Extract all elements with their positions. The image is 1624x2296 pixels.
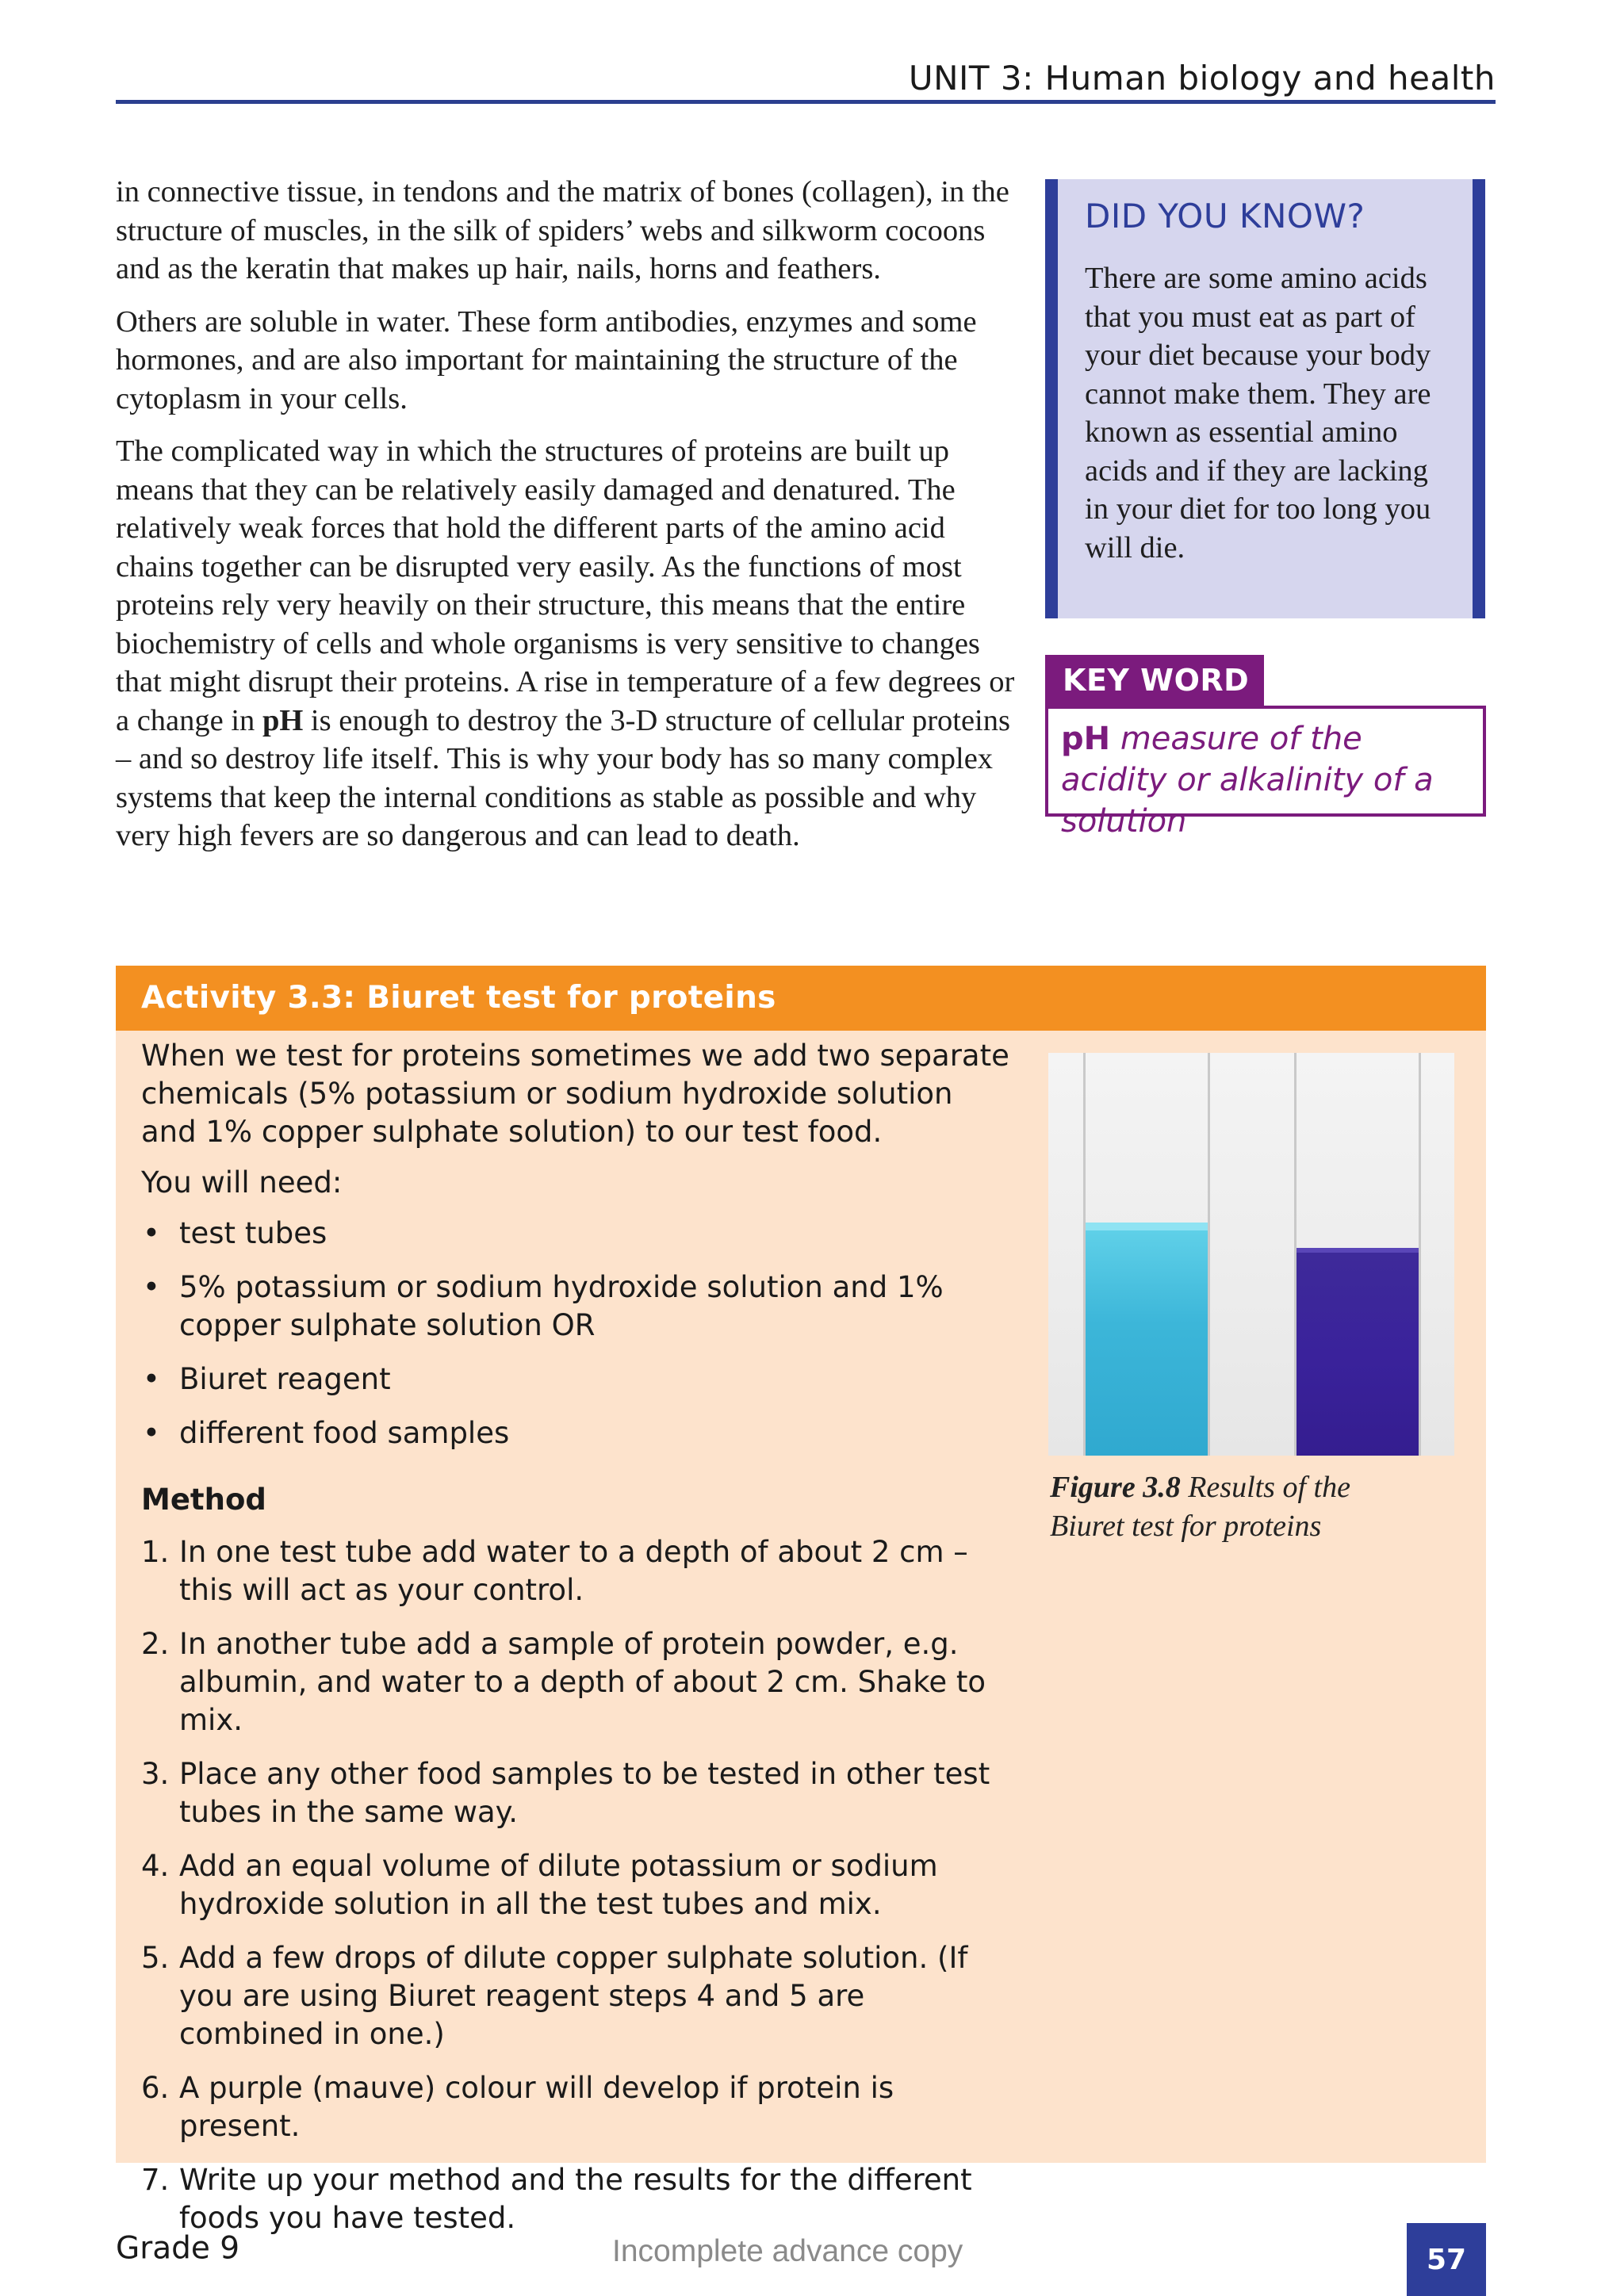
- did-you-know-text: There are some amino acids that you must eat as part of your diet because your body cannot make them. They are known as essential amino acids and if they are lacking in your diet for too long you will die.: [1085, 262, 1431, 564]
- body-paragraph-3: [116, 432, 1020, 855]
- bullet-icon: •: [143, 1216, 160, 1250]
- key-word-label: KEY WORD: [1045, 655, 1264, 707]
- method-step: [141, 2069, 1013, 2145]
- body-paragraph-3-part-2: is enough to destroy the 3-D structure of cellular proteins – and so destroy life itself. This is why your body has so many complex systems that keep the internal conditions as stable as possible and why very high fevers are so dangerous and can lead to death.: [116, 703, 1010, 852]
- body-paragraph-2: Others are soluble in water. These form antibodies, enzymes and some hormones, and are also important for maintaining the structure of the cytoplasm in your cells.: [116, 304, 977, 415]
- method-step: [141, 1847, 1013, 1923]
- did-you-know-title: DID YOU KNOW?: [1085, 197, 1365, 235]
- test-tube-left: [1083, 1053, 1210, 1456]
- figure-label: Figure 3.8: [1050, 1471, 1181, 1504]
- test-tube-right: [1294, 1053, 1421, 1456]
- did-you-know-box: [1045, 179, 1485, 618]
- step-number: 2.: [141, 1627, 170, 1661]
- method-step: [141, 1533, 1013, 1609]
- list-item-text: different food samples: [179, 1416, 510, 1450]
- list-item: [141, 1215, 1013, 1253]
- step-number: 7.: [141, 2163, 170, 2197]
- method-step: [141, 1625, 1013, 1739]
- step-number: 4.: [141, 1849, 170, 1883]
- list-item-text: 5% potassium or sodium hydroxide solution and 1% copper sulphate solution OR: [179, 1270, 944, 1342]
- bullet-icon: •: [143, 1416, 160, 1450]
- figure-caption-text: Results of the Biuret test for proteins: [1050, 1471, 1350, 1543]
- page-number: 57: [1407, 2223, 1486, 2296]
- step-text: Add an equal volume of dilute potassium or sodium hydroxide solution in all the test tubes and mix.: [179, 1849, 938, 1921]
- key-word-definition: measure of the acidity or alkalinity of a solution: [1061, 721, 1434, 840]
- step-text: Write up your method and the results for the different foods you have tested.: [179, 2163, 972, 2235]
- step-text: Place any other food samples to be tested in other test tubes in the same way.: [179, 1757, 990, 1829]
- body-text: [116, 173, 1020, 870]
- footer-note: Incomplete advance copy: [612, 2234, 963, 2268]
- key-word-term: pH: [1061, 721, 1111, 757]
- header-rule: [116, 100, 1496, 104]
- biuret-test-photo: [1048, 1053, 1454, 1456]
- list-item-text: test tubes: [179, 1216, 327, 1250]
- key-word-box: [1045, 706, 1486, 840]
- activity-intro: When we test for proteins sometimes we add two separate chemicals (5% potassium or sodium hydroxide solution and 1% copper sulphate solution) to our test food.: [141, 1039, 1009, 1149]
- unit-header-title: UNIT 3: Human biology and health: [908, 59, 1496, 98]
- list-item-text: Biuret reagent: [179, 1362, 391, 1396]
- body-paragraph-3-part-1: The complicated way in which the structures of proteins are built up means that they can be relatively easily damaged and denatured. The relatively weak forces that hold the different parts of the amino acid chains together can be disrupted very easily. As the functions of most proteins rely very heavily on their structure, this means that the entire biochemistry of cells and whole organisms is very sensitive to changes that might disrupt their proteins. A rise in temperature of a few degrees or a change in: [116, 434, 1015, 737]
- bullet-icon: •: [143, 1270, 160, 1304]
- step-text: In another tube add a sample of protein powder, e.g. albumin, and water to a depth of about 2 cm. Shake to mix.: [179, 1627, 986, 1737]
- bullet-icon: •: [143, 1362, 160, 1396]
- step-number: 5.: [141, 1941, 170, 1975]
- ph-bold-term: pH: [262, 703, 304, 737]
- list-item: [141, 1360, 1013, 1399]
- method-step: [141, 1755, 1013, 1831]
- list-item: [141, 1414, 1013, 1452]
- step-text: A purple (mauve) colour will develop if protein is present.: [179, 2071, 894, 2143]
- method-steps: [141, 1533, 1013, 2237]
- step-text: In one test tube add water to a depth of about 2 cm – this will act as your control.: [179, 1535, 968, 1607]
- method-step: [141, 2161, 1013, 2237]
- method-heading: Method: [141, 1483, 266, 1517]
- step-number: 6.: [141, 2071, 170, 2105]
- list-item: [141, 1269, 1013, 1345]
- step-number: 1.: [141, 1535, 170, 1569]
- body-paragraph-1: in connective tissue, in tendons and the matrix of bones (collagen), in the structure of muscles, in the silk of spiders’ webs and silkworm cocoons and as the keratin that makes up hair, nails, horns and feathers.: [116, 175, 1009, 285]
- you-will-need-label: You will need:: [141, 1165, 343, 1200]
- step-number: 3.: [141, 1757, 170, 1791]
- materials-list: [141, 1215, 1013, 1452]
- activity-title: Activity 3.3: Biuret test for proteins: [116, 966, 1486, 1031]
- method-step: [141, 1939, 1013, 2053]
- footer-grade: Grade 9: [116, 2230, 240, 2267]
- figure-caption: [1050, 1468, 1423, 1546]
- activity-content: [141, 1037, 1013, 2253]
- step-text: Add a few drops of dilute copper sulphate solution. (If you are using Biuret reagent steps 4 and 5 are combined in one.): [179, 1941, 968, 2051]
